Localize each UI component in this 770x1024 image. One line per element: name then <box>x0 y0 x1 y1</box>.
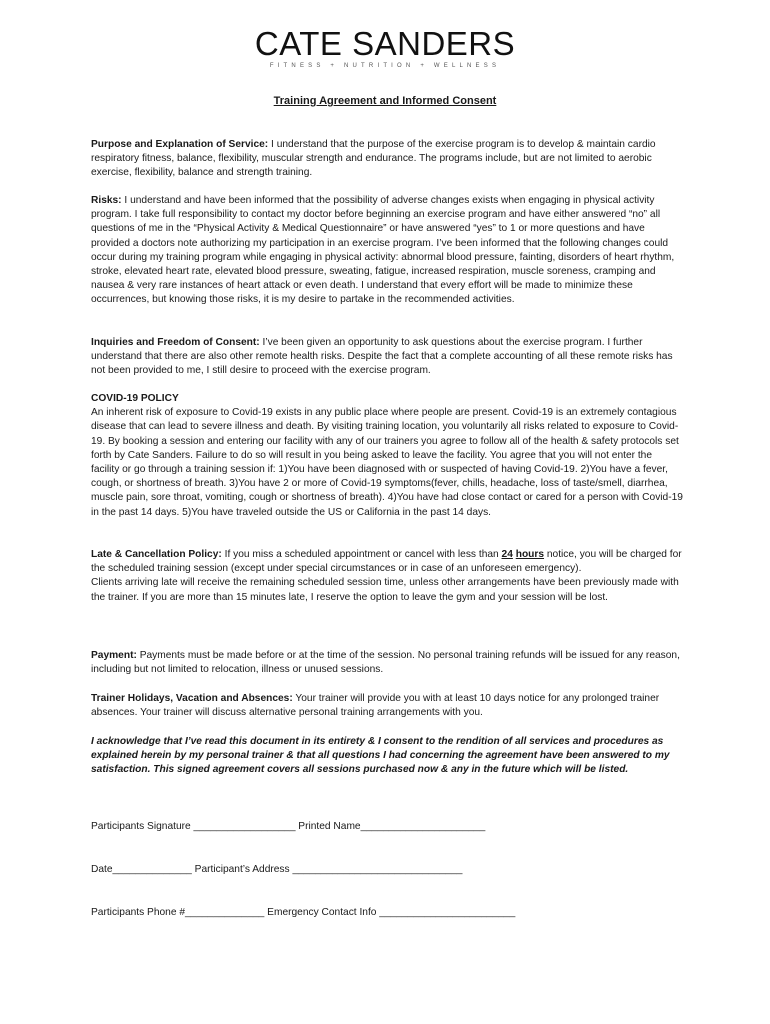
signature-line-1[interactable]: Participants Signature __________________ Printed Name______________________ <box>91 821 486 832</box>
inquiries-heading: Inquiries and Freedom of Consent: <box>91 337 260 348</box>
holidays-section <box>91 692 683 720</box>
covid-text: An inherent risk of exposure to Covid-19 exists in any public place where people are present. Covid-19 is an extremely contagious disease that can lead to severe illness and death. By visiting training location, you voluntarily all risks related to exposure to Covid-19. By booking a session and entering our facility with any of our trainers you agree to follow all of the health & safety protocols set forth by Cate Sanders. Failure to do so will result in you being asked to leave the facility. You agree that you will not enter the facility or go through a training session if: 1)You have been diagnosed with or suspected of having Covid-19. 2)You have a fever, cough, or shortness of breath. 3)You have 2 or more of Covid-19 symptoms(fever, chills, headache, loss of taste/smell, diarrhea, muscle pain, sore throat, vomiting, cough or shortness of breath). 4)You have had close contact or cared for a person with Covid-19 in the past 14 days. 5)You have traveled outside the US or California in the past 14 days. <box>91 407 683 518</box>
inquiries-text: I’ve been given an opportunity to ask questions about the exercise program. I further understand that there are also other remote health risks. Despite the fact that a complete accounting of all these remote risks has not been provided to me, I still desire to proceed with the exercise program. <box>91 337 673 377</box>
late-text-after: notice, you will be charged for the scheduled training session (except under special circumstances or in case of an unforeseen emergency). <box>91 549 682 575</box>
signature-line-3[interactable]: Participants Phone #______________ Emergency Contact Info ________________________ <box>91 907 516 918</box>
payment-heading: Payment: <box>91 650 137 661</box>
brand-logo-name: CATE SANDERS <box>254 25 516 62</box>
late-hours-word: hours <box>515 549 545 560</box>
risks-heading: Risks: <box>91 195 122 206</box>
acknowledgement-statement: I acknowledge that I’ve read this document in its entirety & I consent to the rendition of all services and procedures as explained herein by my personal trainer & that all questions I had concerning the agreement have been answered to my satisfaction. This signed agreement covers all sessions purchased now & any in the future which will be listed. <box>91 736 670 776</box>
holidays-text: Your trainer will provide you with at least 10 days notice for any prolonged trainer absences. Your trainer will discuss alternative personal training arrangements with you. <box>91 693 660 719</box>
payment-section <box>91 649 683 677</box>
risks-text: I understand and have been informed that the possibility of adverse changes exists when engaging in physical activity program. I take full responsibility to contact my doctor before beginning an exercise program and have either answered “no” all questions of me in the “Physical Activity & Medical Questionnaire” or have answered “yes” to 1 or more questions and have provided a doctors note authorizing my participation in an exercise program. I’ve been informed that the following changes could occur during my training program while engaging in physical activity: abnormal blood pressure, fainting, disorders of heart rhythm, stroke, elevated heart rate, elevated blood pressure, sweating, fatigue, increased respiration, muscle soreness, cramping and nausea & very rare instances of heart attack or even death. I understand that every effort will be made to minimize these occurrences, but knowing those risks, it is my desire to partake in the recommended activities. <box>91 195 675 306</box>
signature-line-2[interactable]: Date______________ Participant’s Address ______________________________ <box>91 864 463 875</box>
inquiries-section <box>91 336 683 379</box>
late-cancellation-section <box>91 548 683 605</box>
purpose-heading: Purpose and Explanation of Service: <box>91 139 269 150</box>
late-heading: Late & Cancellation Policy: <box>91 549 222 560</box>
late-text-2: Clients arriving late will receive the remaining scheduled session time, unless other arrangements have been previously made with the trainer. If you are more than 15 minutes late, I reserve the option to leave the gym and your session will be lost. <box>91 577 679 603</box>
covid-heading: COVID-19 POLICY <box>91 393 179 404</box>
late-text-before: If you miss a scheduled appointment or cancel with less than <box>221 549 502 560</box>
purpose-text: I understand that the purpose of the exercise program is to develop & maintain cardio respiratory fitness, balance, flexibility, muscular strength and endurance. The programs include, but are not limited to aerobic exercise, flexibility, balance and strength training. <box>91 139 656 179</box>
late-hours-number: 24 <box>501 549 513 560</box>
risks-section <box>91 194 683 308</box>
purpose-section <box>91 138 683 181</box>
holidays-heading: Trainer Holidays, Vacation and Absences: <box>91 693 293 704</box>
covid-section <box>91 392 683 520</box>
payment-text: Payments must be made before or at the time of the session. No personal training refunds will be issued for any reason, including but not limited to relocation, illness or unused sessions. <box>91 650 680 676</box>
brand-logo-tagline: FITNESS + NUTRITION + WELLNESS <box>269 63 501 69</box>
document-title: Training Agreement and Informed Consent <box>273 95 497 107</box>
